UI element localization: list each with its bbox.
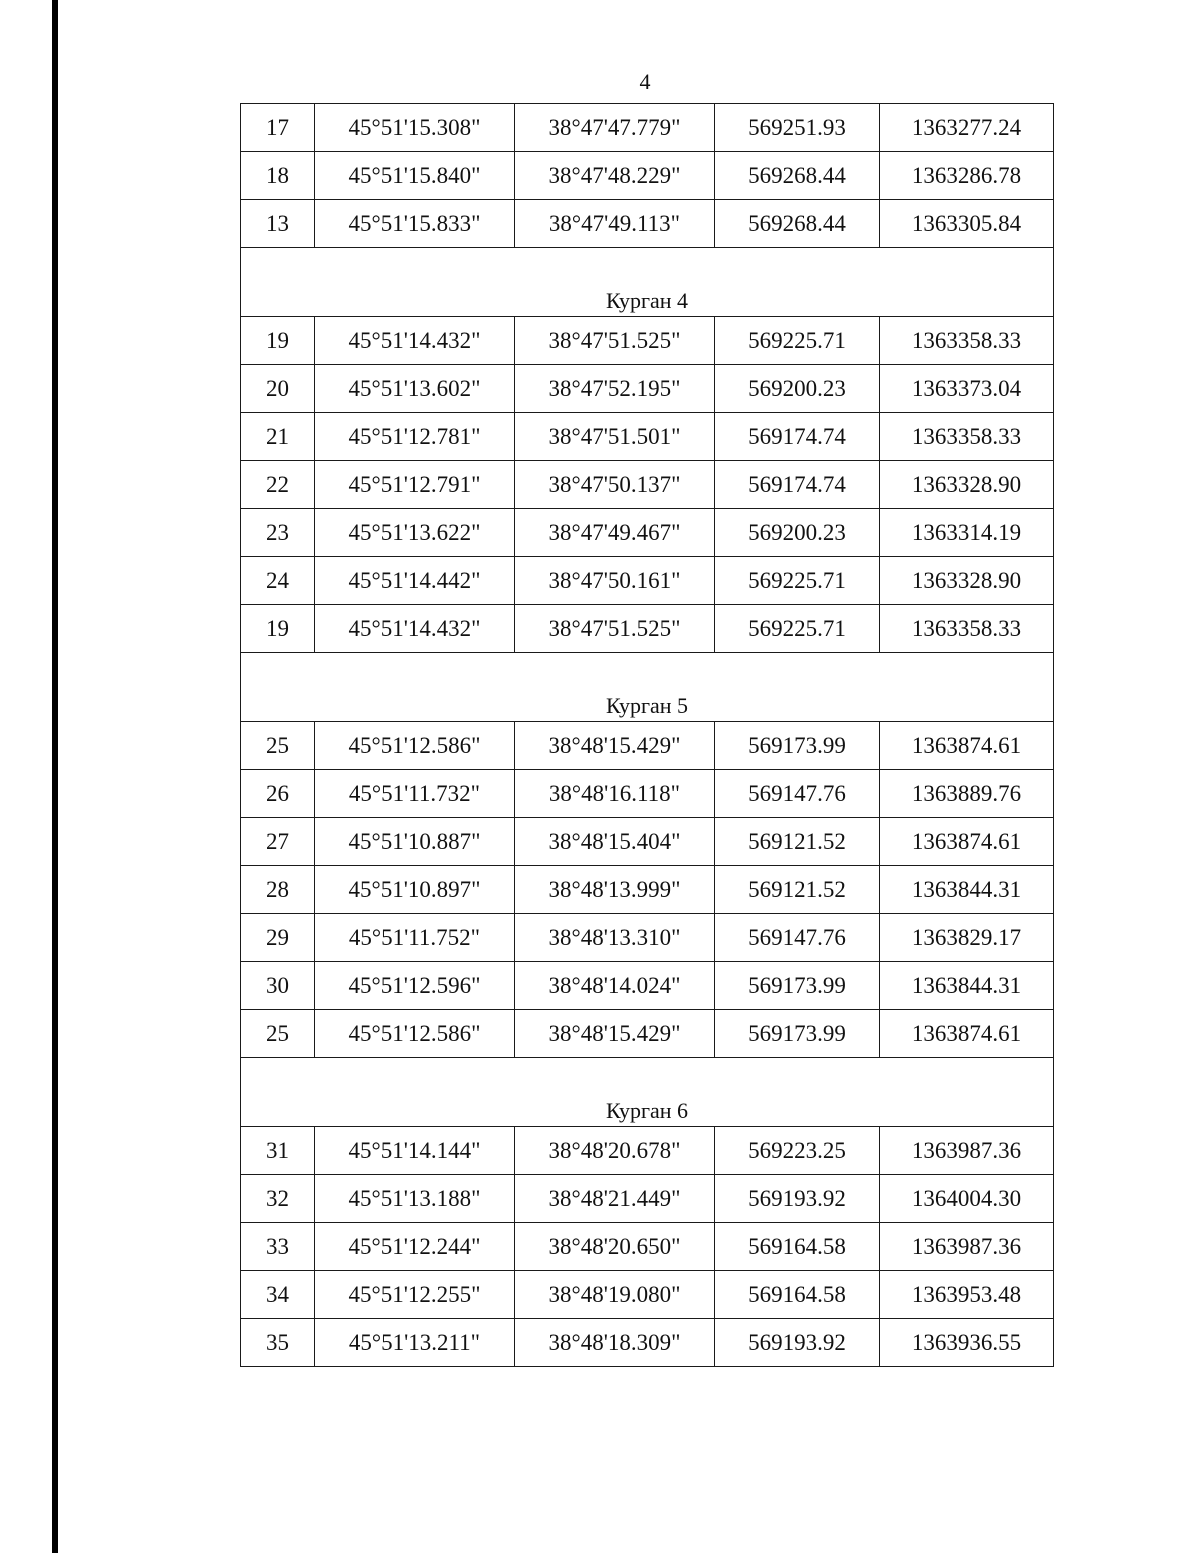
x-coordinate-cell: 569200.23 bbox=[715, 365, 880, 413]
latitude-cell: 45°51'10.897" bbox=[315, 866, 515, 914]
latitude-cell: 45°51'12.255" bbox=[315, 1271, 515, 1319]
section-title: Курган 6 bbox=[241, 1058, 1054, 1127]
coordinates-table bbox=[240, 103, 1054, 1367]
x-coordinate-cell: 569225.71 bbox=[715, 317, 880, 365]
point-number-cell: 31 bbox=[241, 1127, 315, 1175]
longitude-cell: 38°47'50.161" bbox=[515, 557, 715, 605]
x-coordinate-cell: 569193.92 bbox=[715, 1175, 880, 1223]
y-coordinate-cell: 1363373.04 bbox=[880, 365, 1054, 413]
y-coordinate-cell: 1363844.31 bbox=[880, 866, 1054, 914]
y-coordinate-cell: 1363844.31 bbox=[880, 962, 1054, 1010]
point-number-cell: 27 bbox=[241, 818, 315, 866]
table-row bbox=[241, 770, 1054, 818]
x-coordinate-cell: 569225.71 bbox=[715, 605, 880, 653]
point-number-cell: 28 bbox=[241, 866, 315, 914]
latitude-cell: 45°51'10.887" bbox=[315, 818, 515, 866]
latitude-cell: 45°51'15.833" bbox=[315, 200, 515, 248]
y-coordinate-cell: 1363829.17 bbox=[880, 914, 1054, 962]
y-coordinate-cell: 1364004.30 bbox=[880, 1175, 1054, 1223]
section-header-row bbox=[241, 1058, 1054, 1127]
latitude-cell: 45°51'12.586" bbox=[315, 1010, 515, 1058]
table-row bbox=[241, 317, 1054, 365]
latitude-cell: 45°51'13.602" bbox=[315, 365, 515, 413]
table-row bbox=[241, 722, 1054, 770]
longitude-cell: 38°48'20.678" bbox=[515, 1127, 715, 1175]
latitude-cell: 45°51'12.791" bbox=[315, 461, 515, 509]
longitude-cell: 38°47'51.525" bbox=[515, 317, 715, 365]
x-coordinate-cell: 569268.44 bbox=[715, 200, 880, 248]
latitude-cell: 45°51'15.840" bbox=[315, 152, 515, 200]
point-number-cell: 24 bbox=[241, 557, 315, 605]
table-row bbox=[241, 866, 1054, 914]
point-number-cell: 22 bbox=[241, 461, 315, 509]
table-row bbox=[241, 962, 1054, 1010]
x-coordinate-cell: 569174.74 bbox=[715, 413, 880, 461]
x-coordinate-cell: 569147.76 bbox=[715, 770, 880, 818]
x-coordinate-cell: 569193.92 bbox=[715, 1319, 880, 1367]
point-number-cell: 30 bbox=[241, 962, 315, 1010]
scan-edge-line bbox=[52, 0, 58, 1553]
y-coordinate-cell: 1363328.90 bbox=[880, 461, 1054, 509]
latitude-cell: 45°51'14.432" bbox=[315, 317, 515, 365]
y-coordinate-cell: 1363874.61 bbox=[880, 818, 1054, 866]
longitude-cell: 38°48'13.310" bbox=[515, 914, 715, 962]
longitude-cell: 38°48'20.650" bbox=[515, 1223, 715, 1271]
section-header-row bbox=[241, 248, 1054, 317]
longitude-cell: 38°47'51.501" bbox=[515, 413, 715, 461]
table-row bbox=[241, 818, 1054, 866]
table-row bbox=[241, 200, 1054, 248]
y-coordinate-cell: 1363874.61 bbox=[880, 722, 1054, 770]
longitude-cell: 38°48'19.080" bbox=[515, 1271, 715, 1319]
latitude-cell: 45°51'14.442" bbox=[315, 557, 515, 605]
longitude-cell: 38°47'47.779" bbox=[515, 104, 715, 152]
latitude-cell: 45°51'15.308" bbox=[315, 104, 515, 152]
longitude-cell: 38°48'14.024" bbox=[515, 962, 715, 1010]
table-row bbox=[241, 914, 1054, 962]
y-coordinate-cell: 1363987.36 bbox=[880, 1127, 1054, 1175]
table-row bbox=[241, 1127, 1054, 1175]
y-coordinate-cell: 1363358.33 bbox=[880, 413, 1054, 461]
table-row bbox=[241, 413, 1054, 461]
longitude-cell: 38°47'48.229" bbox=[515, 152, 715, 200]
longitude-cell: 38°47'49.467" bbox=[515, 509, 715, 557]
latitude-cell: 45°51'14.432" bbox=[315, 605, 515, 653]
point-number-cell: 19 bbox=[241, 317, 315, 365]
latitude-cell: 45°51'13.188" bbox=[315, 1175, 515, 1223]
point-number-cell: 21 bbox=[241, 413, 315, 461]
table-row bbox=[241, 152, 1054, 200]
y-coordinate-cell: 1363874.61 bbox=[880, 1010, 1054, 1058]
latitude-cell: 45°51'14.144" bbox=[315, 1127, 515, 1175]
longitude-cell: 38°48'21.449" bbox=[515, 1175, 715, 1223]
point-number-cell: 26 bbox=[241, 770, 315, 818]
table-row bbox=[241, 461, 1054, 509]
x-coordinate-cell: 569268.44 bbox=[715, 152, 880, 200]
x-coordinate-cell: 569121.52 bbox=[715, 866, 880, 914]
x-coordinate-cell: 569251.93 bbox=[715, 104, 880, 152]
table-row bbox=[241, 365, 1054, 413]
point-number-cell: 13 bbox=[241, 200, 315, 248]
y-coordinate-cell: 1363987.36 bbox=[880, 1223, 1054, 1271]
latitude-cell: 45°51'11.732" bbox=[315, 770, 515, 818]
point-number-cell: 25 bbox=[241, 1010, 315, 1058]
table-row bbox=[241, 1223, 1054, 1271]
longitude-cell: 38°48'15.429" bbox=[515, 722, 715, 770]
point-number-cell: 29 bbox=[241, 914, 315, 962]
longitude-cell: 38°47'49.113" bbox=[515, 200, 715, 248]
y-coordinate-cell: 1363936.55 bbox=[880, 1319, 1054, 1367]
y-coordinate-cell: 1363328.90 bbox=[880, 557, 1054, 605]
y-coordinate-cell: 1363889.76 bbox=[880, 770, 1054, 818]
y-coordinate-cell: 1363277.24 bbox=[880, 104, 1054, 152]
table-row bbox=[241, 1175, 1054, 1223]
point-number-cell: 32 bbox=[241, 1175, 315, 1223]
latitude-cell: 45°51'12.596" bbox=[315, 962, 515, 1010]
x-coordinate-cell: 569225.71 bbox=[715, 557, 880, 605]
y-coordinate-cell: 1363314.19 bbox=[880, 509, 1054, 557]
longitude-cell: 38°48'15.404" bbox=[515, 818, 715, 866]
x-coordinate-cell: 569173.99 bbox=[715, 1010, 880, 1058]
y-coordinate-cell: 1363358.33 bbox=[880, 605, 1054, 653]
point-number-cell: 25 bbox=[241, 722, 315, 770]
y-coordinate-cell: 1363358.33 bbox=[880, 317, 1054, 365]
latitude-cell: 45°51'12.244" bbox=[315, 1223, 515, 1271]
point-number-cell: 20 bbox=[241, 365, 315, 413]
table-row bbox=[241, 1010, 1054, 1058]
x-coordinate-cell: 569173.99 bbox=[715, 962, 880, 1010]
longitude-cell: 38°47'52.195" bbox=[515, 365, 715, 413]
x-coordinate-cell: 569173.99 bbox=[715, 722, 880, 770]
point-number-cell: 18 bbox=[241, 152, 315, 200]
page-number: 4 bbox=[639, 69, 651, 94]
section-header-row bbox=[241, 653, 1054, 722]
y-coordinate-cell: 1363953.48 bbox=[880, 1271, 1054, 1319]
longitude-cell: 38°48'15.429" bbox=[515, 1010, 715, 1058]
x-coordinate-cell: 569223.25 bbox=[715, 1127, 880, 1175]
latitude-cell: 45°51'11.752" bbox=[315, 914, 515, 962]
x-coordinate-cell: 569164.58 bbox=[715, 1271, 880, 1319]
section-title: Курган 5 bbox=[241, 653, 1054, 722]
x-coordinate-cell: 569121.52 bbox=[715, 818, 880, 866]
point-number-cell: 23 bbox=[241, 509, 315, 557]
table-row bbox=[241, 104, 1054, 152]
latitude-cell: 45°51'13.211" bbox=[315, 1319, 515, 1367]
table-row bbox=[241, 1319, 1054, 1367]
y-coordinate-cell: 1363305.84 bbox=[880, 200, 1054, 248]
point-number-cell: 34 bbox=[241, 1271, 315, 1319]
y-coordinate-cell: 1363286.78 bbox=[880, 152, 1054, 200]
section-title: Курган 4 bbox=[241, 248, 1054, 317]
longitude-cell: 38°47'50.137" bbox=[515, 461, 715, 509]
x-coordinate-cell: 569174.74 bbox=[715, 461, 880, 509]
longitude-cell: 38°48'13.999" bbox=[515, 866, 715, 914]
table-row bbox=[241, 509, 1054, 557]
point-number-cell: 33 bbox=[241, 1223, 315, 1271]
x-coordinate-cell: 569200.23 bbox=[715, 509, 880, 557]
longitude-cell: 38°48'18.309" bbox=[515, 1319, 715, 1367]
x-coordinate-cell: 569147.76 bbox=[715, 914, 880, 962]
table-row bbox=[241, 605, 1054, 653]
table-row bbox=[241, 1271, 1054, 1319]
longitude-cell: 38°47'51.525" bbox=[515, 605, 715, 653]
longitude-cell: 38°48'16.118" bbox=[515, 770, 715, 818]
point-number-cell: 17 bbox=[241, 104, 315, 152]
latitude-cell: 45°51'13.622" bbox=[315, 509, 515, 557]
coordinates-table-body bbox=[241, 104, 1054, 1367]
point-number-cell: 35 bbox=[241, 1319, 315, 1367]
point-number-cell: 19 bbox=[241, 605, 315, 653]
latitude-cell: 45°51'12.586" bbox=[315, 722, 515, 770]
x-coordinate-cell: 569164.58 bbox=[715, 1223, 880, 1271]
table-row bbox=[241, 557, 1054, 605]
latitude-cell: 45°51'12.781" bbox=[315, 413, 515, 461]
